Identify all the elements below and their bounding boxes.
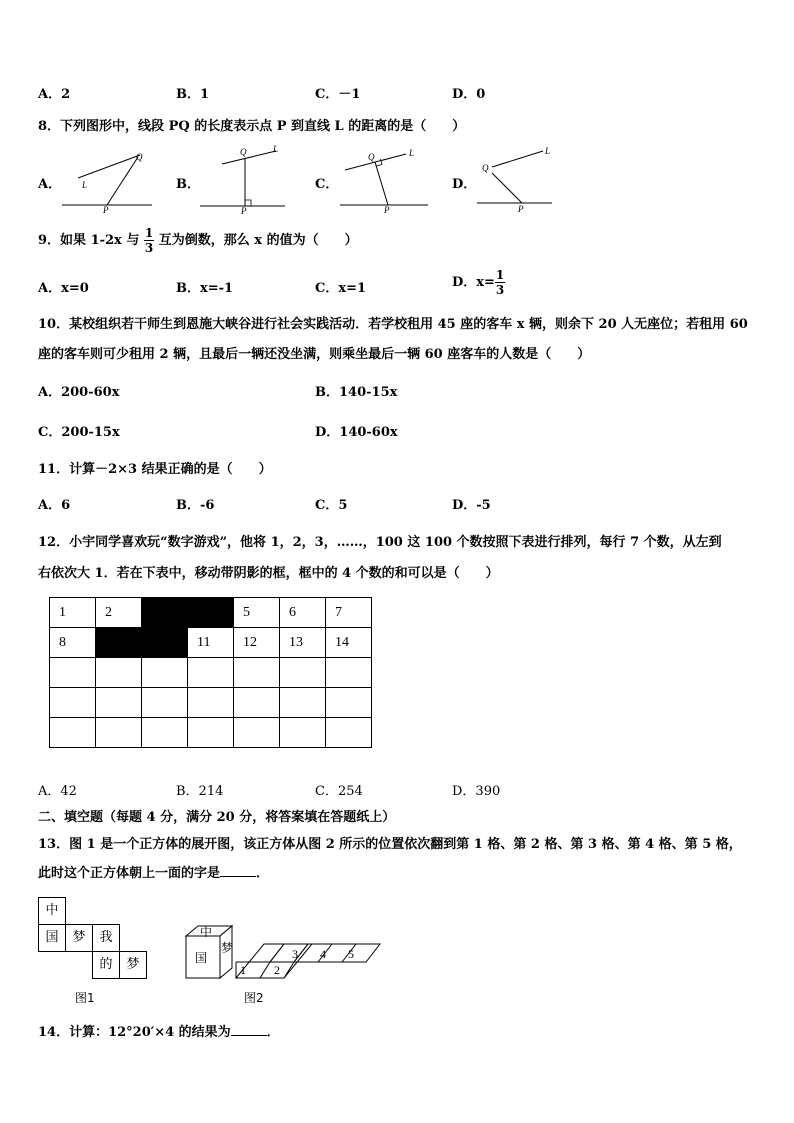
q14-stem-end: ． <box>266 1025 280 1040</box>
q8-c-label-q: Q <box>368 152 375 162</box>
q8-a-label-p: P <box>103 205 109 215</box>
q8-figure-c <box>340 148 428 215</box>
q10-option-d: D．140-60x <box>315 425 398 440</box>
q9-option-d-label: D．x= <box>452 275 495 290</box>
table-cell: 11 <box>188 628 234 658</box>
table-row <box>50 688 372 718</box>
table-cell: 7 <box>326 598 372 628</box>
q9-option-d <box>452 268 505 298</box>
q9-d-frac-den: 3 <box>495 283 505 297</box>
strip-cell-1: 1 <box>240 963 246 977</box>
q12-option-c: C．254 <box>315 784 363 799</box>
q12-number-table <box>49 597 372 748</box>
q9-stem-post: 互为倒数，那么 x 的值为（ ） <box>158 233 358 248</box>
q8-d-label-p: P <box>518 204 524 214</box>
shaded-cell <box>142 628 188 658</box>
q8-option-c: C． <box>315 177 339 192</box>
q8-c-label-p: P <box>384 205 390 215</box>
table-cell <box>280 688 326 718</box>
table-row <box>50 658 372 688</box>
q8-figure-a <box>62 152 152 215</box>
table-cell <box>96 718 142 748</box>
net-face: 梦 <box>119 951 147 979</box>
q8-stem: 8．下列图形中，线段 PQ 的长度表示点 P 到直线 L 的距离的是（ ） <box>38 119 466 134</box>
q8-a-label-l: L <box>82 180 88 190</box>
q7-option-c: C．－1 <box>315 87 361 102</box>
cube-top-face: 中 <box>200 925 213 939</box>
table-cell: 5 <box>234 598 280 628</box>
q8-option-a: A． <box>38 177 62 192</box>
table-cell <box>188 688 234 718</box>
q13-line2-end: ． <box>256 866 270 881</box>
strip-cell-2: 2 <box>274 963 280 977</box>
q13-line2-text: 此时这个正方体朝上一面的字是 <box>38 866 221 881</box>
table-cell <box>142 688 188 718</box>
q11-stem: 11．计算－2×3 结果正确的是（ ） <box>38 462 272 477</box>
q9-option-d-fraction <box>495 269 505 296</box>
net-face: 的 <box>92 951 120 979</box>
q9-stem-pre: 9．如果 1-2x 与 <box>38 233 140 248</box>
q8-b-label-q: Q <box>240 147 247 157</box>
q9-option-a: A．x=0 <box>38 281 89 296</box>
table-row <box>50 598 372 628</box>
table-cell <box>280 718 326 748</box>
shaded-cell <box>142 598 188 628</box>
table-cell <box>96 688 142 718</box>
q12-line2: 右依次大 1．若在下表中，移动带阴影的框，框中的 4 个数的和可以是（ ） <box>38 566 499 581</box>
table-cell <box>326 718 372 748</box>
table-cell <box>234 688 280 718</box>
table-cell <box>234 718 280 748</box>
q12-option-b: B．214 <box>176 784 224 799</box>
strip-cell-3: 3 <box>292 947 298 961</box>
q14-stem-text: 14．计算：12°20′×4 的结果为 <box>38 1025 231 1040</box>
net-face: 国 <box>38 924 66 952</box>
q9-frac-den: 3 <box>144 241 154 255</box>
table-cell <box>188 658 234 688</box>
table-cell <box>188 718 234 748</box>
q13-line1: 13．图 1 是一个正方体的展开图，该正方体从图 2 所示的位置依次翻到第 1 格、第 2 格、第 3 格、第 4 格、第 5 格， <box>38 837 742 852</box>
q11-option-a: A．6 <box>38 498 71 513</box>
table-row <box>50 718 372 748</box>
table-cell <box>142 718 188 748</box>
q11-option-b: B．-6 <box>176 498 215 513</box>
answer-blank <box>231 1023 267 1036</box>
table-cell <box>142 658 188 688</box>
table-cell <box>234 658 280 688</box>
q9-stem <box>38 226 358 256</box>
figure2-caption: 图2 <box>244 991 264 1005</box>
q8-b-label-p: P <box>241 206 247 216</box>
section2-title: 二、填空题（每题 4 分，满分 20 分，将答案填在答题纸上） <box>38 810 396 825</box>
q9-frac-num: 1 <box>144 226 154 240</box>
table-row <box>50 628 372 658</box>
net-face: 我 <box>92 924 120 952</box>
table-cell: 1 <box>50 598 96 628</box>
q10-line1: 10．某校组织若干师生到恩施大峡谷进行社会实践活动．若学校租用 45 座的客车 x 辆，则余下 20 人无座位；若租用 60 <box>38 317 748 332</box>
table-cell <box>326 658 372 688</box>
q9-option-b: B．x=-1 <box>176 281 234 296</box>
q8-a-label-q: Q <box>136 152 143 162</box>
q7-option-a: A．2 <box>38 87 71 102</box>
table-cell: 13 <box>280 628 326 658</box>
shaded-cell <box>188 598 234 628</box>
q12-line1: 12．小宇同学喜欢玩“数字游戏”，他将 1，2，3，……，100 这 100 个数按照下表进行排列，每行 7 个数，从左到 <box>38 535 722 550</box>
q9-d-frac-num: 1 <box>495 268 505 282</box>
q8-figure-d <box>477 146 552 214</box>
q10-line2: 座的客车则可少租用 2 辆，且最后一辆还没坐满，则乘坐最后一辆 60 座客车的人数是（ ） <box>38 347 591 362</box>
net-face: 梦 <box>65 924 93 952</box>
cube-side-face: 梦 <box>221 941 234 955</box>
q8-option-d: D． <box>452 177 477 192</box>
q7-option-d: D．0 <box>452 87 486 102</box>
q11-option-d: D．-5 <box>452 498 491 513</box>
q9-option-c: C．x=1 <box>315 281 367 296</box>
table-cell <box>50 658 96 688</box>
strip-cell-4: 4 <box>320 947 326 961</box>
q9-fraction <box>144 227 154 254</box>
q8-d-label-l: L <box>545 146 551 156</box>
table-cell <box>326 688 372 718</box>
q10-option-b: B．140-15x <box>315 385 398 400</box>
q8-figure-b <box>200 144 285 216</box>
q8-d-label-q: Q <box>482 163 489 173</box>
q8-b-label-l: L <box>273 144 279 154</box>
strip-cell-5: 5 <box>348 947 354 961</box>
q10-option-a: A．200-60x <box>38 385 120 400</box>
table-cell: 14 <box>326 628 372 658</box>
q10-option-c: C．200-15x <box>38 425 120 440</box>
q8-option-b: B． <box>176 177 200 192</box>
q12-option-d: D．390 <box>452 784 501 799</box>
cube-front-face: 国 <box>195 951 208 965</box>
figure1-caption: 图1 <box>75 991 95 1005</box>
table-cell <box>50 688 96 718</box>
table-cell: 6 <box>280 598 326 628</box>
table-cell: 8 <box>50 628 96 658</box>
q12-option-a: A．42 <box>38 784 77 799</box>
shaded-cell <box>96 628 142 658</box>
table-cell <box>280 658 326 688</box>
answer-blank <box>220 864 256 877</box>
q8-c-label-l: L <box>409 148 415 158</box>
q11-option-c: C．5 <box>315 498 348 513</box>
table-cell <box>96 658 142 688</box>
q7-option-b: B．1 <box>176 87 210 102</box>
q13-line2 <box>38 862 269 881</box>
q14-stem <box>38 1021 280 1040</box>
net-face: 中 <box>38 897 66 925</box>
table-cell: 2 <box>96 598 142 628</box>
table-cell: 12 <box>234 628 280 658</box>
q13-figure2 <box>180 922 390 982</box>
q8-figures <box>0 140 794 220</box>
table-cell <box>50 718 96 748</box>
